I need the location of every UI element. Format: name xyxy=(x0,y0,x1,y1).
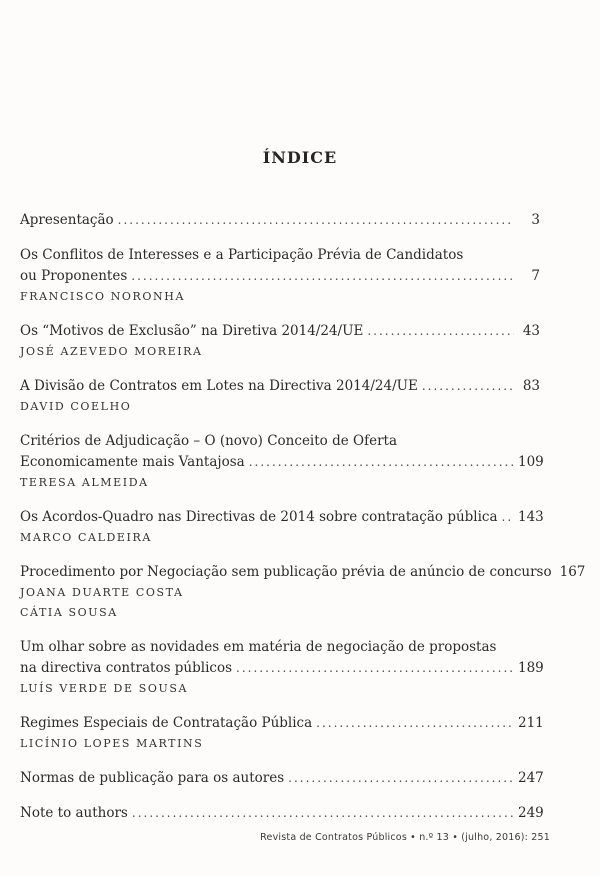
dot-leader xyxy=(236,658,514,679)
toc-entry-title: ou Proponentes xyxy=(20,268,128,284)
toc-entry-title: Note to authors xyxy=(20,805,128,821)
toc-entry xyxy=(20,562,586,623)
toc-entry-page-number: 211 xyxy=(518,715,544,731)
toc-entry-page-number: 249 xyxy=(518,805,544,821)
toc-entry xyxy=(20,713,544,754)
toc-entry-title: A Divisão de Contratos em Lotes na Directiva 2014/24/UE xyxy=(20,378,418,394)
toc-entry-title: Procedimento por Negociação sem publicação prévia de anúncio de concurso xyxy=(20,564,552,580)
toc-entry-author: LICÍNIO LOPES MARTINS xyxy=(20,737,204,750)
toc-entry-title-line: Critérios de Adjudicação – O (novo) Conceito de Oferta xyxy=(20,433,397,449)
table-of-contents xyxy=(20,210,586,838)
toc-entry-author: FRANCISCO NORONHA xyxy=(20,290,186,303)
toc-entry-author: TERESA ALMEIDA xyxy=(20,476,149,489)
toc-entry-title: Normas de publicação para os autores xyxy=(20,770,285,786)
toc-entry-page-number: 7 xyxy=(531,268,540,284)
toc-entry-page-number: 3 xyxy=(531,212,540,228)
toc-entry xyxy=(20,803,544,824)
toc-entry xyxy=(20,245,540,307)
toc-entry-author: CÁTIA SOUSA xyxy=(20,606,118,619)
toc-entry-title: Os Acordos-Quadro nas Directivas de 2014 sobre contratação pública xyxy=(20,509,498,525)
toc-entry xyxy=(20,321,540,362)
toc-entry-page-number: 189 xyxy=(518,660,544,676)
toc-entry-author: JOANA DUARTE COSTA xyxy=(20,586,184,599)
page-title: ÍNDICE xyxy=(262,148,338,167)
toc-entry-page-number: 109 xyxy=(518,454,544,470)
toc-entry-title: Economicamente mais Vantajosa xyxy=(20,454,245,470)
toc-entry-title-line: Os Conflitos de Interesses e a Participação Prévia de Candidatos xyxy=(20,247,464,263)
toc-entry xyxy=(20,431,544,493)
dot-leader xyxy=(249,452,514,473)
toc-entry-page-number: 43 xyxy=(522,323,540,339)
toc-entry-title-line: Um olhar sobre as novidades em matéria de negociação de propostas xyxy=(20,639,497,655)
toc-entry-page-number: 143 xyxy=(518,509,544,525)
toc-entry-author: MARCO CALDEIRA xyxy=(20,531,152,544)
dot-leader xyxy=(288,768,514,789)
toc-entry-author: DAVID COELHO xyxy=(20,400,132,413)
toc-entry xyxy=(20,637,544,699)
toc-entry-title: Apresentação xyxy=(20,212,114,228)
toc-entry-page-number: 83 xyxy=(522,378,540,394)
dot-leader xyxy=(132,803,514,824)
toc-entry-page-number: 247 xyxy=(518,770,544,786)
toc-entry xyxy=(20,210,540,231)
dot-leader xyxy=(131,266,514,287)
toc-entry-page-number: 167 xyxy=(559,564,586,580)
dot-leader xyxy=(422,376,514,397)
dot-leader xyxy=(316,713,514,734)
toc-entry-author: LUÍS VERDE DE SOUSA xyxy=(20,682,189,695)
toc-entry-title: Os “Motivos de Exclusão” na Diretiva 2014/24/UE xyxy=(20,323,364,339)
toc-entry xyxy=(20,376,540,417)
toc-entry xyxy=(20,768,544,789)
dot-leader xyxy=(118,210,514,231)
page-footer: Revista de Contratos Públicos • n.º 13 • (julho, 2016): 251 xyxy=(260,832,550,843)
dot-leader xyxy=(502,507,514,528)
toc-entry-title: Regimes Especiais de Contratação Pública xyxy=(20,715,313,731)
toc-entry xyxy=(20,507,544,548)
toc-entry-author: JOSÉ AZEVEDO MOREIRA xyxy=(20,345,203,358)
toc-entry-title: na directiva contratos públicos xyxy=(20,660,233,676)
dot-leader xyxy=(367,321,514,342)
